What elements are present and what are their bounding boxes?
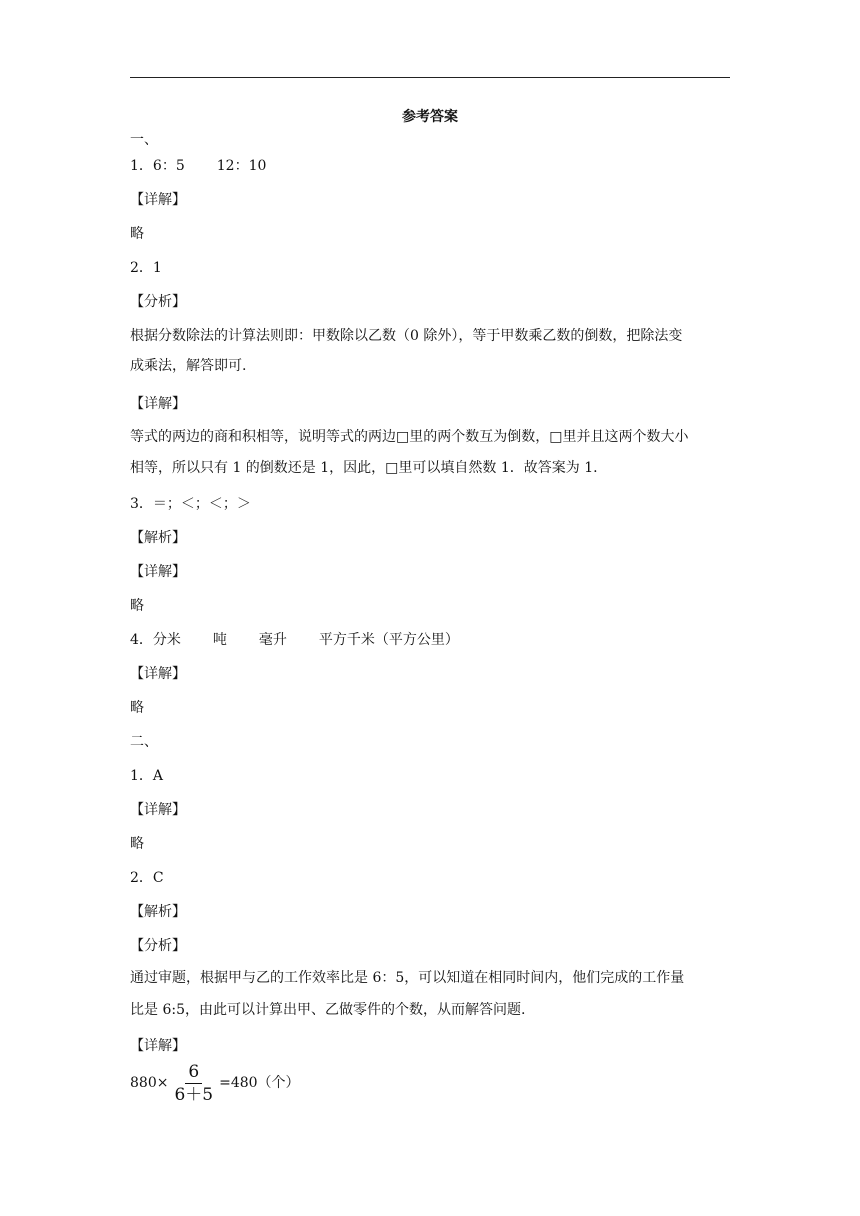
p2-solution-tag: 【解析】: [130, 904, 186, 920]
q4-detail-tag: 【详解】: [130, 666, 186, 682]
p2-analysis-tag: 【分析】: [130, 938, 186, 954]
equation-lhs: 880×: [130, 1075, 169, 1091]
equation-fraction: [171, 1061, 216, 1106]
page-title: 参考答案: [402, 109, 458, 125]
p1-answer-a: A: [152, 768, 164, 784]
q4-answer: [130, 630, 459, 650]
p2-equation: [130, 1060, 300, 1106]
q3-number: 3．: [130, 496, 153, 512]
q2-number: 2．: [130, 260, 153, 276]
q2-answer: [130, 258, 162, 278]
p2-detail-tag: 【详解】: [130, 1038, 186, 1054]
q2-detail-line2: 相等，所以只有 1 的倒数还是 1，因此，□里可以填自然数 1．故答案为 1.: [130, 460, 598, 476]
q2-detail-tag: 【详解】: [130, 396, 186, 412]
q2-analysis-line1: 根据分数除法的计算法则即：甲数除以乙数（0 除外），等于甲数乘乙数的倒数，把除法变: [130, 328, 683, 344]
fraction-denominator: 6＋5: [174, 1084, 214, 1105]
q1-detail-tag: 【详解】: [130, 192, 186, 208]
p2-analysis-line1: 通过审题，根据甲与乙的工作效率比是 6：5，可以知道在相同时间内，他们完成的工作量: [130, 970, 685, 986]
p1-detail-text: 略: [130, 836, 144, 852]
q1-number: 1．: [130, 158, 153, 174]
p1-answer: [130, 766, 163, 786]
q4-answer-c: 毫升: [258, 632, 287, 648]
p1-number: 1．: [130, 768, 153, 784]
q2-answer-a: 1: [152, 260, 162, 276]
q2-analysis-line2: 成乘法，解答即可.: [130, 358, 247, 374]
q4-number: 4．: [130, 632, 153, 648]
q3-answer: [130, 494, 251, 514]
q2-detail-line1: 等式的两边的商和积相等，说明等式的两边□里的两个数互为倒数，□里并且这两个数大小: [130, 429, 689, 445]
equation-rhs: =480（个）: [219, 1075, 300, 1091]
p2-answer-a: C: [152, 870, 164, 886]
q4-answer-d: 平方千米（平方公里）: [318, 632, 459, 648]
q3-detail-text: 略: [130, 598, 144, 614]
section-one-heading: 一、: [130, 132, 158, 148]
p2-answer: [130, 868, 164, 888]
q3-detail-tag: 【详解】: [130, 564, 186, 580]
p2-number: 2．: [130, 870, 153, 886]
q4-answer-a: 分米: [152, 632, 181, 648]
q1-answer-a: 6：5: [152, 158, 185, 174]
q1-answer: [130, 156, 266, 176]
q4-detail-text: 略: [130, 700, 144, 716]
q1-detail-text: 略: [130, 226, 144, 242]
section-two-heading: 二、: [130, 734, 158, 750]
fraction-numerator: 6: [185, 1061, 202, 1084]
header-rule: [130, 77, 730, 78]
q3-solution-tag: 【解析】: [130, 530, 186, 546]
p1-detail-tag: 【详解】: [130, 802, 186, 818]
q3-answer-a: ＝；＜；＜；＞: [152, 496, 251, 512]
q1-answer-b: 12：10: [216, 158, 267, 174]
p2-analysis-line2: 比是 6:5，由此可以计算出甲、乙做零件的个数，从而解答问题.: [130, 1002, 526, 1018]
q4-answer-b: 吨: [212, 632, 227, 648]
q2-analysis-tag: 【分析】: [130, 294, 186, 310]
